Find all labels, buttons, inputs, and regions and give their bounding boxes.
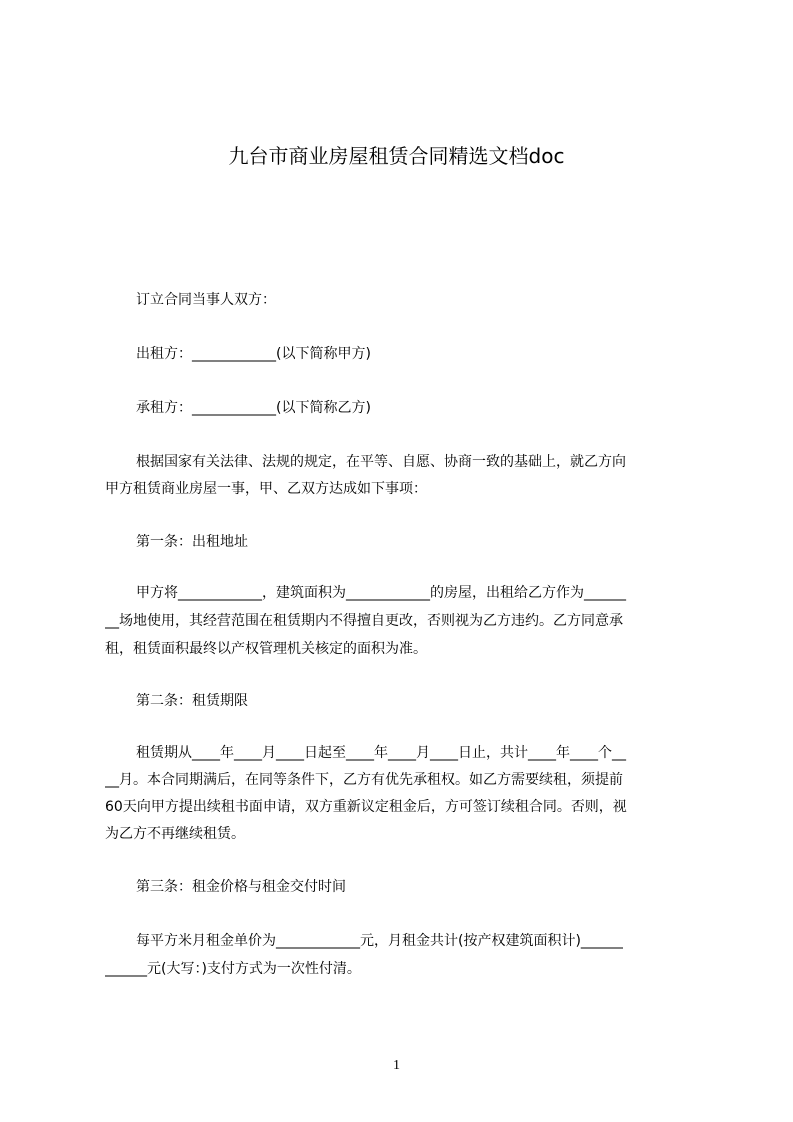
- article-1-line-3: 租，租赁面积最终以产权管理机关核定的面积为准。: [105, 641, 427, 657]
- article-2-line-3: 60天向甲方提出续租书面申请，双方重新议定租金后，方可签订续租合同。否则，视: [105, 799, 627, 815]
- article-1-line-2: __场地使用，其经营范围在租赁期内不得擅自更改，否则视为乙方违约。乙方同意承: [105, 613, 623, 629]
- article-2-line-4: 为乙方不再继续租赁。: [105, 826, 245, 842]
- article-1-line-1: 甲方将____________，建筑面积为____________的房屋，出租给乙方作为______: [136, 585, 626, 601]
- article-3-line-2: ______元(大写：)支付方式为一次性付清。: [105, 961, 361, 977]
- parties-intro: [105, 285, 700, 316]
- preamble-line-2: 甲方租赁商业房屋一事，甲、乙双方达成如下事项：: [105, 481, 427, 497]
- lessor-line: 出租方：____________(以下简称甲方): [136, 346, 371, 362]
- article-2-line-1: 租赁期从____年____月____日起至____年____月____日止，共计____年____个__: [136, 745, 626, 761]
- article-1-heading: 第一条：出租地址: [136, 534, 248, 550]
- page-number: 1: [393, 1058, 400, 1073]
- article-2-heading: 第二条：租赁期限: [136, 693, 248, 709]
- preamble-line-1: 根据国家有关法律、法规的规定，在平等、自愿、协商一致的基础上，就乙方向: [136, 454, 626, 470]
- parties-intro-text: 订立合同当事人双方：: [136, 292, 276, 308]
- article-2-line-2: __月。本合同期满后，在同等条件下，乙方有优先承租权。如乙方需要续租，须提前: [105, 772, 623, 788]
- article-3-line-1: 每平方米月租金单价为____________元，月租金共计(按产权建筑面积计)______: [136, 933, 623, 949]
- article-3-heading: 第三条：租金价格与租金交付时间: [136, 879, 346, 895]
- document-title: 九台市商业房屋租赁合同精选文档doc: [228, 144, 565, 168]
- lessee-line: 承租方：____________(以下简称乙方): [136, 400, 371, 416]
